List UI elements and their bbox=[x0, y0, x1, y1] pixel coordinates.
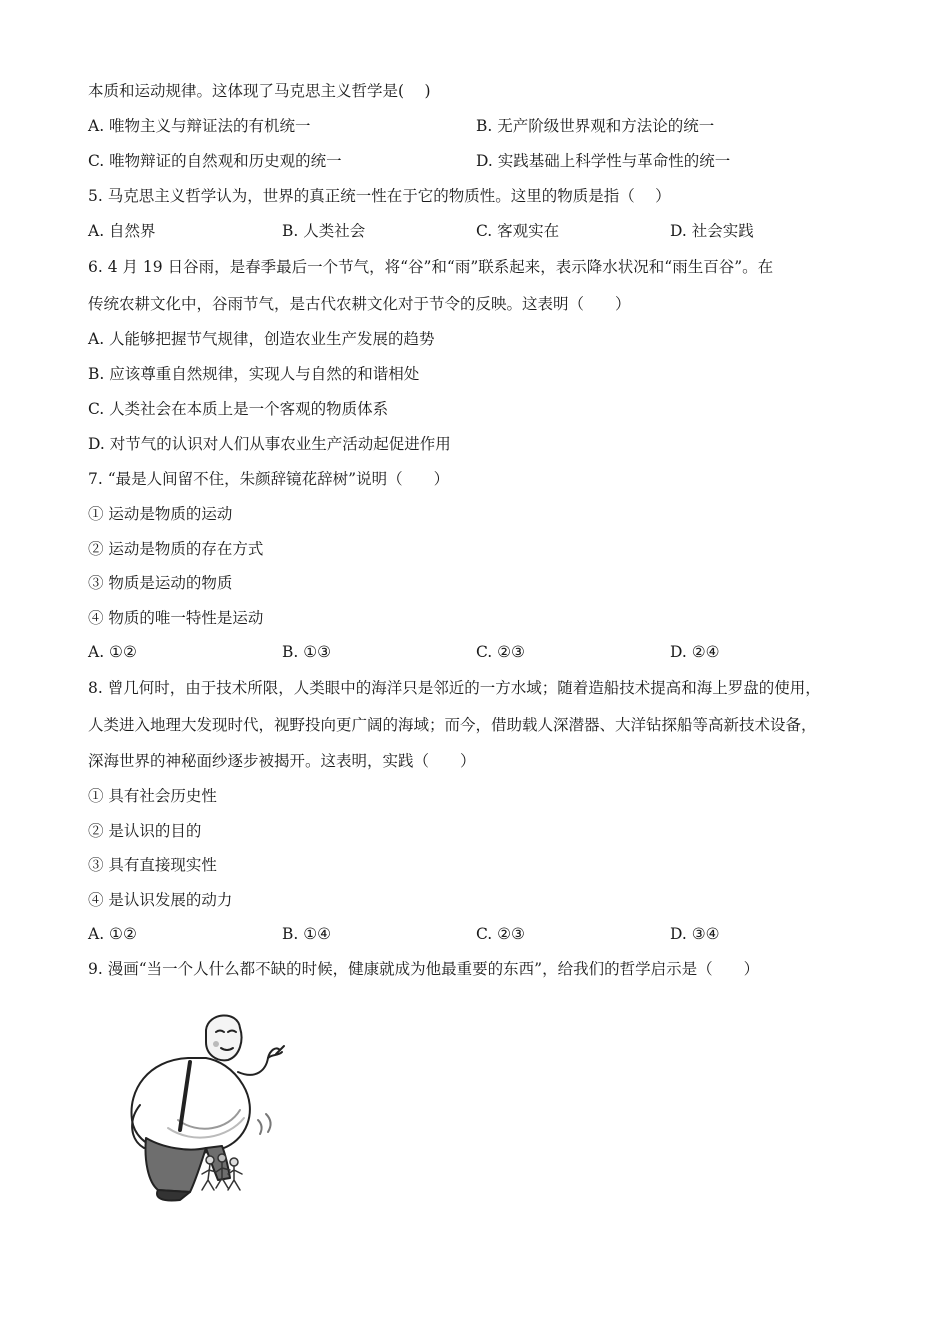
q5-stem: 5. 马克思主义哲学认为，世界的真正统一性在于它的物质性。这里的物质是指（ ） bbox=[88, 187, 671, 205]
q4-option-a: A. 唯物主义与辩证法的有机统一 bbox=[88, 117, 311, 135]
q8-option-c: C. ②③ bbox=[476, 925, 525, 943]
q5-option-b: B. 人类社会 bbox=[282, 222, 366, 240]
q6-option-c: C. 人类社会在本质上是一个客观的物质体系 bbox=[88, 400, 389, 418]
q7-option-c: C. ②③ bbox=[476, 643, 525, 661]
q8-option-d: D. ③④ bbox=[670, 925, 720, 943]
q6-stem-line1: 6. 4 月 19 日谷雨，是春季最后一个节气，将“谷”和“雨”联系起来，表示降水状况和“雨生百谷”。在 bbox=[88, 258, 774, 276]
q7-stem: 7. “最是人间留不住，朱颜辞镜花辞树”说明（ ） bbox=[88, 470, 450, 488]
q9-stem: 9. 漫画“当一个人什么都不缺的时候，健康就成为他最重要的东西”，给我们的哲学启示是（ ） bbox=[88, 960, 760, 978]
q6-option-d: D. 对节气的认识对人们从事农业生产活动起促进作用 bbox=[88, 435, 451, 453]
cartoon-small-figures bbox=[202, 1154, 242, 1190]
q8-stem-line3: 深海世界的神秘面纱逐步被揭开。这表明，实践（ ） bbox=[88, 752, 476, 770]
q7-option-b: B. ①③ bbox=[282, 643, 332, 661]
q8-item-4: ④ 是认识发展的动力 bbox=[88, 891, 233, 909]
cartoon-arm bbox=[238, 1048, 280, 1074]
q7-option-a: A. ①② bbox=[88, 643, 137, 661]
q5-option-a: A. 自然界 bbox=[88, 222, 156, 240]
cartoon-shoe bbox=[157, 1190, 190, 1201]
q8-item-1: ① 具有社会历史性 bbox=[88, 787, 217, 805]
health-cartoon-illustration bbox=[118, 1010, 298, 1210]
q7-item-4: ④ 物质的唯一特性是运动 bbox=[88, 609, 264, 627]
q7-option-d: D. ②④ bbox=[670, 643, 720, 661]
q8-option-b: B. ①④ bbox=[282, 925, 332, 943]
q8-stem-line1: 8. 曾几何时，由于技术所限，人类眼中的海洋只是邻近的一方水域；随着造船技术提高和海上罗盘的使用， bbox=[88, 679, 821, 697]
q7-item-3: ③ 物质是运动的物质 bbox=[88, 574, 233, 592]
q5-option-d: D. 社会实践 bbox=[670, 222, 754, 240]
q8-option-a: A. ①② bbox=[88, 925, 137, 943]
q4-stem-tail: 本质和运动规律。这体现了马克思主义哲学是( ) bbox=[88, 82, 431, 100]
q4-option-d: D. 实践基础上科学性与革命性的统一 bbox=[476, 152, 731, 170]
cartoon-head bbox=[206, 1015, 242, 1060]
q5-option-c: C. 客观实在 bbox=[476, 222, 560, 240]
q7-item-2: ② 运动是物质的存在方式 bbox=[88, 540, 264, 558]
q8-item-3: ③ 具有直接现实性 bbox=[88, 856, 217, 874]
q8-item-2: ② 是认识的目的 bbox=[88, 822, 202, 840]
q8-stem-line2: 人类进入地理大发现时代，视野投向更广阔的海域；而今，借助载人深潜器、大洋钻探船等高新技术设备， bbox=[88, 716, 817, 734]
q4-option-b: B. 无产阶级世界观和方法论的统一 bbox=[476, 117, 715, 135]
q6-option-b: B. 应该尊重自然规律，实现人与自然的和谐相处 bbox=[88, 365, 420, 383]
q4-option-c: C. 唯物辩证的自然观和历史观的统一 bbox=[88, 152, 342, 170]
q7-item-1: ① 运动是物质的运动 bbox=[88, 505, 233, 523]
q6-stem-line2: 传统农耕文化中，谷雨节气，是古代农耕文化对于节令的反映。这表明（ ） bbox=[88, 295, 631, 313]
q6-option-a: A. 人能够把握节气规律，创造农业生产发展的趋势 bbox=[88, 330, 435, 348]
